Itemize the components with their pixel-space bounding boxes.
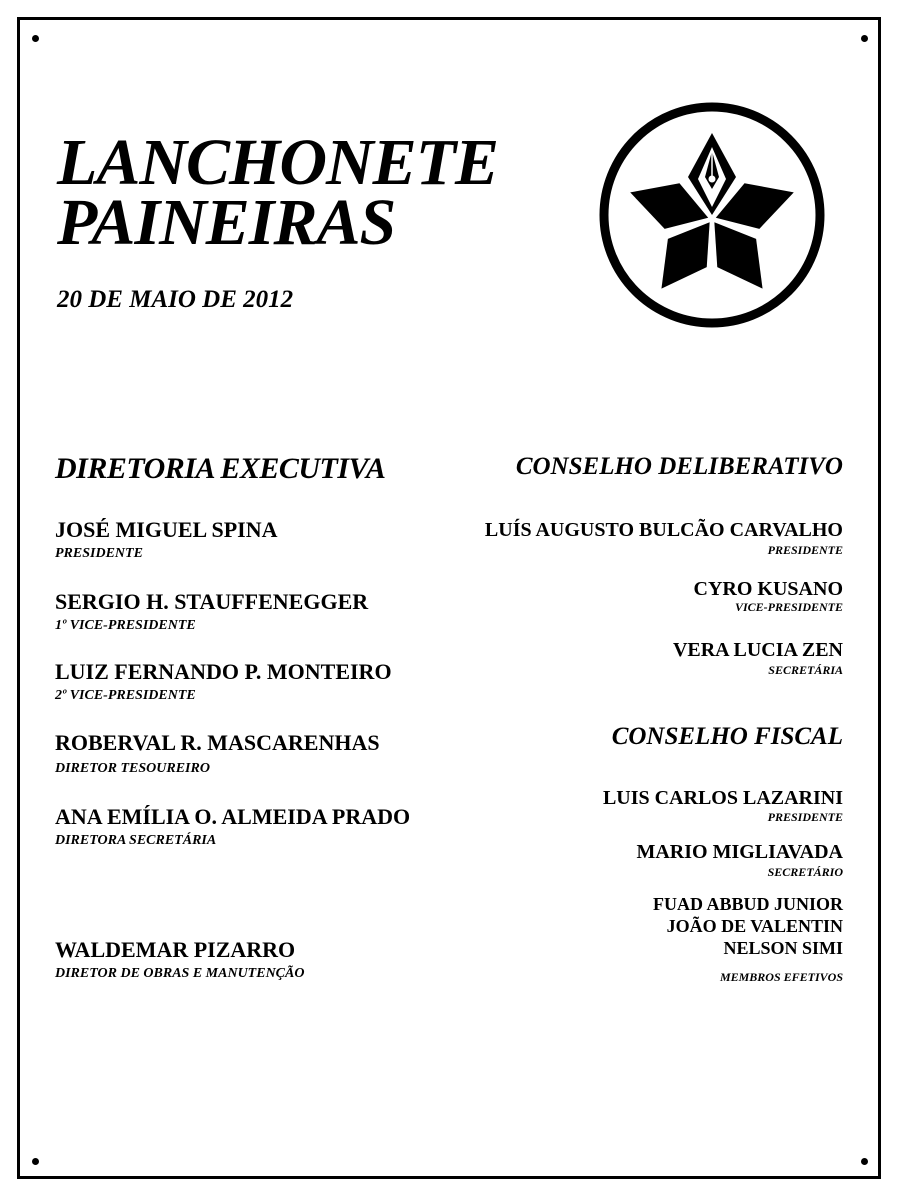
member-role: DIRETOR DE OBRAS E MANUTENÇÃO bbox=[55, 966, 305, 981]
member-name: LUIZ FERNANDO P. MONTEIRO bbox=[55, 659, 392, 684]
screw-bottom-left bbox=[32, 1158, 39, 1165]
member-name: ROBERVAL R. MASCARENHAS bbox=[55, 730, 380, 755]
member-role: PRESIDENTE bbox=[767, 543, 843, 557]
title-line-1: LANCHONETE bbox=[57, 126, 499, 199]
title-line-2: PAINEIRAS bbox=[57, 186, 396, 259]
screw-bottom-right bbox=[861, 1158, 868, 1165]
member-role: 2º VICE-PRESIDENTE bbox=[55, 688, 196, 703]
member-role: MEMBROS EFETIVOS bbox=[719, 970, 843, 984]
member-role: PRESIDENTE bbox=[767, 810, 843, 824]
member-role: VICE-PRESIDENTE bbox=[734, 600, 843, 614]
member-role: PRESIDENTE bbox=[55, 546, 143, 561]
member-role: SECRETÁRIA bbox=[768, 663, 843, 677]
conselho-fiscal-heading: CONSELHO FISCAL bbox=[611, 723, 843, 750]
screw-top-left bbox=[32, 35, 39, 42]
member-name: LUIS CARLOS LAZARINI bbox=[602, 787, 843, 809]
member-name: JOÃO DE VALENTIN bbox=[666, 916, 843, 936]
member-name: SERGIO H. STAUFFENEGGER bbox=[55, 589, 369, 614]
member-name: WALDEMAR PIZARRO bbox=[55, 937, 296, 962]
member-role: 1º VICE-PRESIDENTE bbox=[55, 618, 196, 633]
plaque-title bbox=[57, 126, 499, 259]
member-name: LUÍS AUGUSTO BULCÃO CARVALHO bbox=[484, 519, 843, 541]
diretoria-executiva-heading: DIRETORIA EXECUTIVA bbox=[55, 452, 386, 485]
club-emblem-icon bbox=[598, 101, 826, 329]
member-name: MARIO MIGLIAVADA bbox=[636, 841, 843, 863]
member-role: DIRETOR TESOUREIRO bbox=[55, 761, 210, 776]
dedication-date: 20 DE MAIO DE 2012 bbox=[57, 286, 294, 313]
screw-top-right bbox=[861, 35, 868, 42]
member-name: NELSON SIMI bbox=[723, 938, 843, 958]
member-name: FUAD ABBUD JUNIOR bbox=[652, 894, 843, 914]
member-name: ANA EMÍLIA O. ALMEIDA PRADO bbox=[55, 804, 411, 829]
conselho-deliberativo-heading: CONSELHO DELIBERATIVO bbox=[515, 453, 843, 480]
member-name: CYRO KUSANO bbox=[693, 578, 843, 600]
member-role: SECRETÁRIO bbox=[767, 865, 843, 879]
member-name: VERA LUCIA ZEN bbox=[672, 639, 843, 661]
member-name: JOSÉ MIGUEL SPINA bbox=[55, 517, 278, 542]
member-role: DIRETORA SECRETÁRIA bbox=[55, 833, 217, 848]
